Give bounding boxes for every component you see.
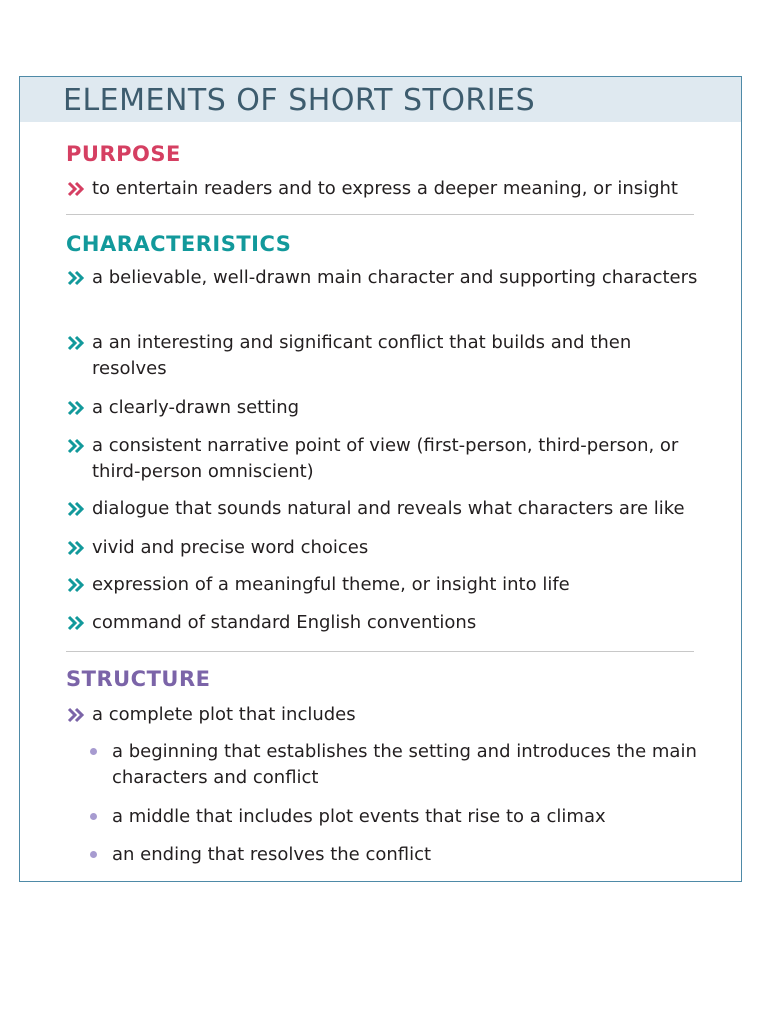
- double-chevron-icon: [66, 395, 92, 421]
- double-chevron-icon: [66, 330, 92, 356]
- characteristics-item: [66, 496, 706, 522]
- characteristics-item: [66, 535, 706, 561]
- page-title: ELEMENTS OF SHORT STORIES: [63, 83, 536, 118]
- structure-sub-item: [90, 804, 710, 830]
- double-chevron-icon: [66, 572, 92, 598]
- purpose-item-text: to entertain readers and to express a deeper meaning, or insight: [92, 178, 678, 199]
- purpose-heading: PURPOSE: [66, 142, 181, 166]
- structure-sub-item-text: a middle that includes plot events that rise to a climax: [112, 806, 606, 827]
- characteristics-item-text: a believable, well-drawn main character and supporting characters: [92, 267, 698, 288]
- characteristics-item: [66, 610, 706, 636]
- structure-sub-item: [90, 739, 710, 791]
- elements-card: [19, 76, 742, 882]
- structure-sub-item-text: a beginning that establishes the setting and introduces the main characters and conflict: [112, 741, 697, 788]
- characteristics-item: [66, 572, 706, 598]
- double-chevron-icon: [66, 433, 92, 459]
- characteristics-item-text: vivid and precise word choices: [92, 537, 369, 558]
- double-chevron-icon: [66, 610, 92, 636]
- title-bar: [20, 77, 741, 122]
- double-chevron-icon: [66, 535, 92, 561]
- structure-sub-item-text: an ending that resolves the conflict: [112, 844, 432, 865]
- double-chevron-icon: [66, 702, 92, 728]
- double-chevron-icon: [66, 496, 92, 522]
- double-chevron-icon: [66, 265, 92, 291]
- characteristics-heading: CHARACTERISTICS: [66, 232, 292, 256]
- characteristics-item: [66, 330, 706, 382]
- characteristics-item: [66, 395, 706, 421]
- characteristics-item-text: a an interesting and significant conflict that builds and then resolves: [92, 332, 632, 379]
- characteristics-item-text: expression of a meaningful theme, or insight into life: [92, 574, 570, 595]
- structure-heading: STRUCTURE: [66, 667, 211, 691]
- section-divider: [66, 214, 694, 215]
- characteristics-item: [66, 433, 706, 485]
- structure-item: [66, 702, 706, 728]
- section-divider: [66, 651, 694, 652]
- structure-item-text: a complete plot that includes: [92, 704, 356, 725]
- characteristics-item-text: dialogue that sounds natural and reveals what characters are like: [92, 498, 685, 519]
- double-chevron-icon: [66, 176, 92, 202]
- bullet-dot-icon: [90, 748, 97, 755]
- bullet-dot-icon: [90, 813, 97, 820]
- bullet-dot-icon: [90, 851, 97, 858]
- purpose-item: [66, 176, 706, 202]
- characteristics-item-text: command of standard English conventions: [92, 612, 477, 633]
- characteristics-item-text: a clearly-drawn setting: [92, 397, 300, 418]
- characteristics-item: [66, 265, 706, 291]
- structure-sub-item: [90, 842, 710, 868]
- characteristics-item-text: a consistent narrative point of view (first-person, third-person, or third-person omniscient): [92, 435, 679, 482]
